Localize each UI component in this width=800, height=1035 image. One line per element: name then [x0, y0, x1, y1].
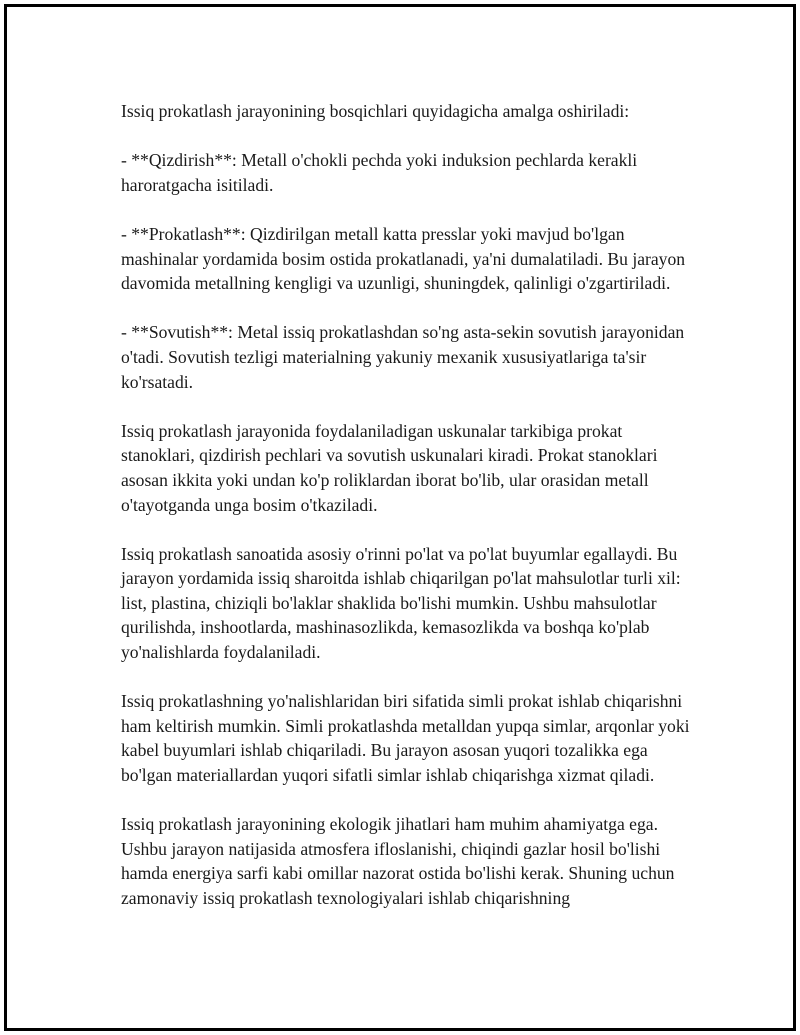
- paragraph-steel-industry: Issiq prokatlash sanoatida asosiy o'rinni po'lat va po'lat buyumlar egallaydi. Bu jarayon yordamida issiq sharoitda ishlab chiqarilgan po'lat mahsulotlar turli xil: list, plastina, chiziqli bo'laklar shaklida bo'lishi mumkin. Ushbu mahsulotlar qurilishda, inshootlarda, mashinasozlikda, kemasozlikda va boshqa ko'plab yo'nalishlarda foydalaniladi.: [121, 543, 681, 663]
- document-body: [121, 99, 691, 911]
- paragraph-ecology: Issiq prokatlash jarayonining ekologik jihatlari ham muhim ahamiyatga ega. Ushbu jarayon natijasida atmosfera ifloslanishi, chiqindi gazlar hosil bo'lishi hamda energiya sarfi kabi omillar nazorat ostida bo'lishi kerak. Shuning uchun zamonaviy issiq prokatlash texnologiyalari ishlab chiqarishning: [121, 814, 675, 908]
- paragraph-wire-rolling: Issiq prokatlashning yo'nalishlaridan biri sifatida simli prokat ishlab chiqarishni ham keltirish mumkin. Simli prokatlashda metalldan yupqa simlar, arqonlar yoki kabel buyumlari ishlab chiqariladi. Bu jarayon asosan yuqori tozalikka ega bo'lgan materiallardan yuqori sifatli simlar ishlab chiqarishga xizmat qiladi.: [121, 691, 690, 786]
- page-frame: [4, 4, 796, 1031]
- paragraph-heating: - **Qizdirish**: Metall o'chokli pechda yoki induksion pechlarda kerakli haroratgacha isitiladi.: [121, 150, 638, 195]
- paragraph-intro: Issiq prokatlash jarayonining bosqichlari quyidagicha amalga oshiriladi:: [121, 101, 630, 121]
- paragraph-equipment: Issiq prokatlash jarayonida foydalaniladigan uskunalar tarkibiga prokat stanoklari, qizdirish pechlari va sovutish uskunalari kiradi. Prokat stanoklari asosan ikkita yoki undan ko'p roliklardan iborat bo'lib, ular orasidan metall o'tayotganda unga bosim o'tkaziladi.: [121, 420, 658, 515]
- paragraph-rolling: - **Prokatlash**: Qizdirilgan metall katta presslar yoki mavjud bo'lgan mashinalar yordamida bosim ostida prokatlanadi, ya'ni dumalatiladi. Bu jarayon davomida metallning kengligi va uzunligi, shuningdek, qalinligi o'zgartiriladi.: [121, 223, 686, 294]
- paragraph-cooling: - **Sovutish**: Metal issiq prokatlashdan so'ng asta-sekin sovutish jarayonidan o'tadi. Sovutish tezligi materialning yakuniy mexanik xususiyatlariga ta'sir ko'rsatadi.: [121, 322, 685, 392]
